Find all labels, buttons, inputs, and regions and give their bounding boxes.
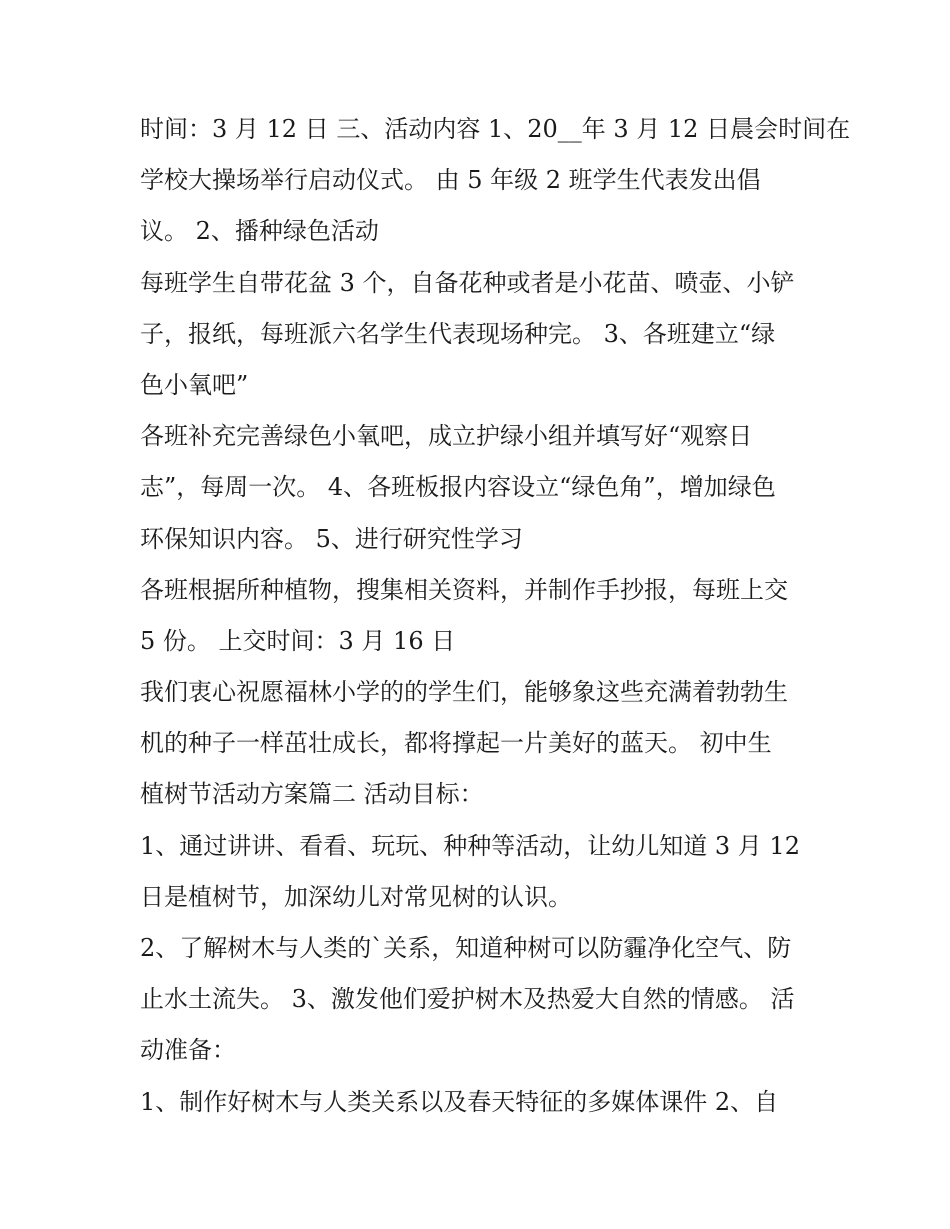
text-line-9: 环保知识内容。 5、进行研究性学习 [140, 524, 523, 553]
text-line-5: 子，报纸，每班派六名学生代表现场种完。 3、各班建立“绿 [140, 319, 776, 348]
text-line-17: 2、了解树木与人类的`关系，知道种树可以防霾净化空气、防 [140, 934, 792, 962]
text-line-12: 我们衷心祝愿福林小学的的学生们，能够象这些充满着勃勃生 [140, 678, 788, 707]
text-line-4: 每班学生自带花盆 3 个，自备花种或者是小花苗、喷壶、小铲 [140, 268, 795, 297]
text-line-16: 日是植树节，加深幼儿对常见树的认识。 [140, 882, 572, 911]
text-line-2: 学校大操场举行启动仪式。 由 5 年级 2 班学生代表发出倡 [140, 166, 761, 195]
text-line-13: 机的种子一样茁壮成长，都将撑起一片美好的蓝天。 初中生 [140, 729, 772, 758]
text-line-10: 各班根据所种植物，搜集相关资料，并制作手抄报，每班上交 [140, 575, 788, 604]
text-line-19: 动准备： [140, 1036, 236, 1065]
text-line-7: 各班补充完善绿色小氧吧，成立护绿小组并填写好“观察日 [140, 422, 753, 451]
text-line-18: 止水土流失。 3、激发他们爱护树木及热爱大自然的情感。 活 [140, 985, 795, 1014]
document-body [140, 108, 851, 1132]
text-line-3: 议。 2、播种绿色活动 [140, 217, 379, 246]
text-line-11: 5 份。 上交时间：3 月 16 日 [140, 626, 456, 655]
text-line-8: 志”，每周一次。 4、各班板报内容设立“绿色角”，增加绿色 [140, 473, 776, 502]
text-line-15: 1、通过讲讲、看看、玩玩、种种等活动，让幼儿知道 3 月 12 [140, 831, 800, 860]
text-line-1: 时间：3 月 12 日 三、活动内容 1、20__年 3 月 12 日晨会时间在 [140, 115, 851, 143]
text-line-6: 色小氧吧” [140, 370, 249, 399]
text-line-20: 1、制作好树木与人类关系以及春天特征的多媒体课件 2、自 [140, 1087, 779, 1116]
text-line-14: 植树节活动方案篇二 活动目标： [140, 780, 484, 809]
